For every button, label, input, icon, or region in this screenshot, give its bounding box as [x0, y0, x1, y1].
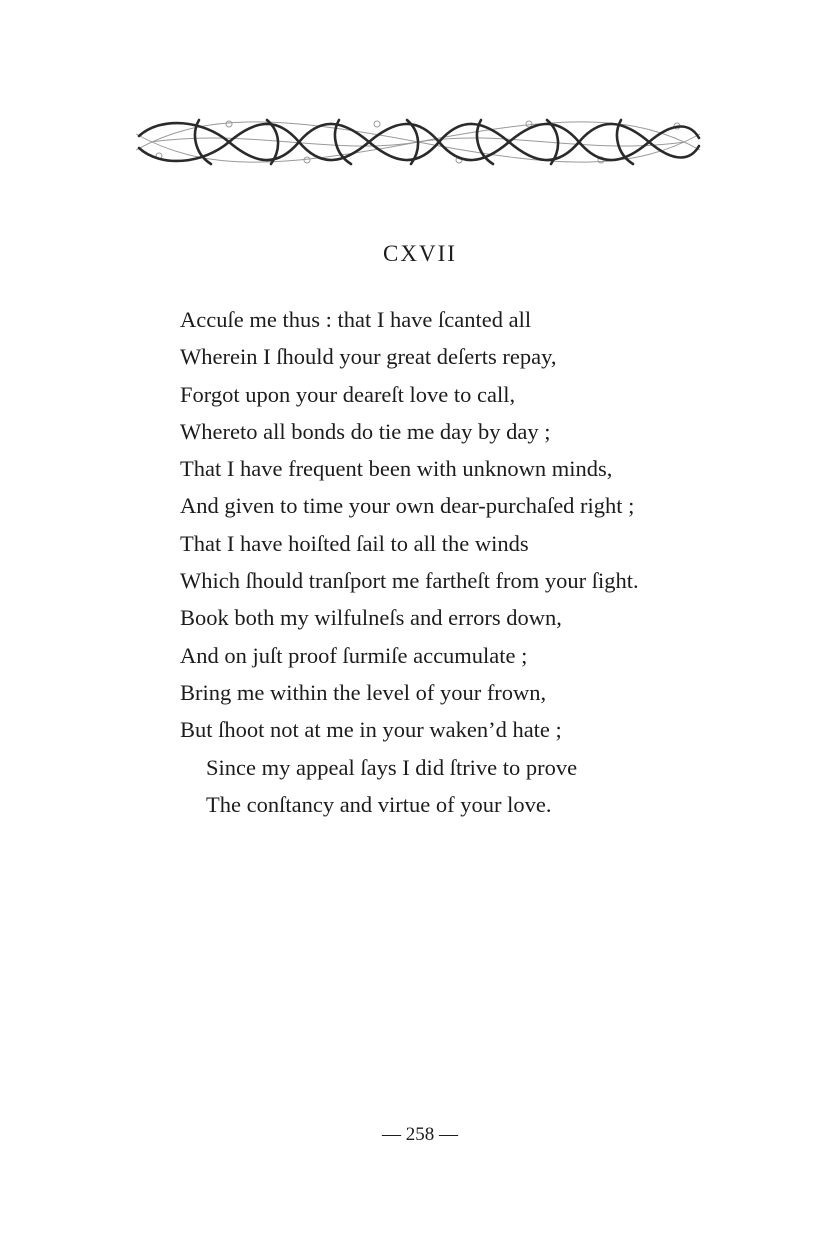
poem-line: Accuſe me thus : that I have ſcanted all	[180, 307, 532, 332]
poem-line: Since my appeal ſays I did ſtrive to prove	[206, 754, 578, 780]
poem-line: That I have hoiſted ſail to all the winds	[180, 530, 529, 556]
poem-line: Book both my wilfulneſs and errors down,	[180, 605, 562, 631]
poem-line: But ſhoot not at me in your waken’d hate ;	[180, 717, 562, 743]
poem-line: That I have frequent been with unknown minds,	[180, 456, 613, 482]
poem-line: Bring me within the level of your frown,	[180, 679, 547, 705]
poem-line: And on juſt proof ſurmiſe accumulate ;	[180, 642, 528, 668]
decorative-header-ornament	[131, 112, 705, 172]
poem-line: The conſtancy and virtue of your love.	[206, 791, 552, 817]
poem-line: Forgot upon your deareſt love to call,	[180, 381, 516, 407]
poem-line: Wherein I ſhould your great deſerts repay,	[180, 344, 557, 370]
poem-line: Which ſhould tranſport me fartheſt from your ſight.	[180, 568, 639, 594]
page-number: — 258 —	[382, 1124, 458, 1145]
poem-body	[180, 305, 740, 827]
sonnet-number-heading: CXVII	[383, 241, 457, 266]
scrollwork-flourish-icon	[131, 112, 705, 172]
poem-line: Whereto all bonds do tie me day by day ;	[180, 418, 551, 444]
poem-line: And given to time your own dear-purchaſed right ;	[180, 493, 635, 519]
